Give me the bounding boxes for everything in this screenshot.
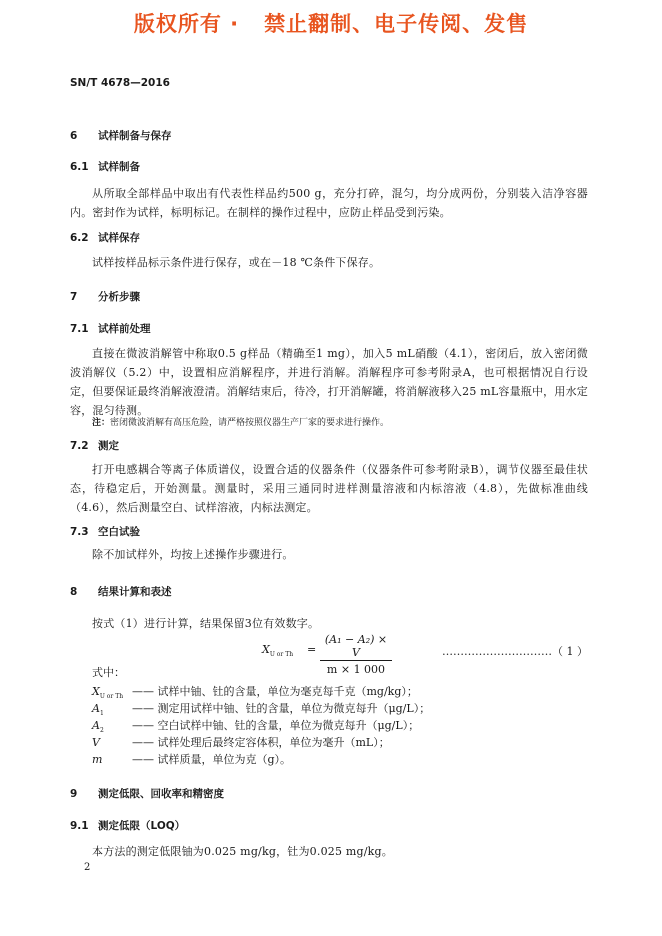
section-number: 8: [70, 586, 78, 598]
formula-leader-number: …………………………（ 1 ）: [442, 645, 588, 658]
formula-numerator: (A₁ − A₂) × V: [320, 633, 392, 661]
variable-row: $A_1$ —— 测定用试样中铀、钍的含量，单位为微克每升（μg/L）；: [92, 702, 431, 718]
section-title: 分析步骤: [98, 291, 140, 303]
section-7-1-note: [92, 415, 389, 428]
section-title: 试样前处理: [98, 323, 151, 335]
section-title: 测定低限、回收率和精密度: [98, 788, 224, 800]
section-7-heading: [70, 289, 140, 304]
section-7-3-heading: [70, 524, 140, 539]
section-9-1-text: 本方法的测定低限铀为0.025 mg/kg，钍为0.025 mg/kg。: [92, 845, 393, 858]
section-9-heading: [70, 786, 224, 801]
section-8-text: 按式（1）进行计算，结果保留3位有效数字。: [92, 617, 320, 630]
page-number: 2: [84, 862, 91, 873]
section-9-1-heading: [70, 818, 185, 833]
section-number: 6.1: [70, 161, 89, 173]
formula-fraction: [320, 633, 392, 676]
section-number: 9.1: [70, 820, 89, 832]
section-number: 7.2: [70, 440, 89, 452]
section-6-1-text: 从所取全部样品中取出有代表性样品约500 g，充分打碎，混匀，均分成两份，分别装入洁净容器内。密封作为试样，标明标记。在制样的操作过程中，应防止样品受到污染。: [70, 187, 588, 219]
standard-code: SN/T 4678—2016: [70, 77, 170, 89]
section-number: 6: [70, 130, 78, 142]
section-6-2-text: 试样按样品标示条件进行保存，或在－18 ℃条件下保存。: [92, 256, 381, 269]
section-6-1-heading: [70, 159, 140, 174]
section-6-heading: [70, 128, 172, 143]
section-title: 结果计算和表述: [98, 586, 172, 598]
section-number: 7.3: [70, 526, 89, 538]
copyright-watermark: 版权所有 · 禁止翻制、电子传阅、发售: [133, 12, 529, 36]
variable-row: m —— 试样质量，单位为克（g）。: [92, 753, 292, 766]
section-8-heading: [70, 584, 172, 599]
note-label: 注：: [92, 418, 111, 428]
section-number: 7.1: [70, 323, 89, 335]
section-7-3-text: 除不加试样外，均按上述操作步骤进行。: [92, 548, 294, 561]
section-7-1-text: 直接在微波消解管中称取0.5 g样品（精确至1 mg），加入5 mL硝酸（4.1），密闭后，放入密闭微波消解仪（5.2）中，设置相应消解程序，并进行消解。消解程序可参考附录A，也可根据情况自行设定，但要保证最终消解液澄清。消解结束后，待冷，打开消解罐，将消解液移入25 mL容量瓶中，用水定容，混匀待测。: [70, 347, 588, 417]
section-title: 空白试验: [98, 526, 140, 538]
note-text: 密闭微波消解有高压危险，请严格按照仪器生产厂家的要求进行操作。: [110, 418, 390, 428]
section-7-1-heading: [70, 321, 151, 336]
variable-row: $A_2$ —— 空白试样中铀、钍的含量，单位为微克每升（μg/L）；: [92, 719, 420, 735]
formula-lhs: $X_{U or Th}$: [262, 643, 294, 659]
section-title: 测定: [98, 440, 119, 452]
section-6-2-heading: [70, 230, 140, 245]
formula-equals: =: [307, 643, 317, 656]
section-title: 测定低限（LOQ）: [98, 820, 186, 832]
section-title: 试样保存: [98, 232, 140, 244]
section-title: 试样制备与保存: [98, 130, 172, 142]
section-title: 试样制备: [98, 161, 140, 173]
formula-denominator: m × 1 000: [326, 663, 386, 676]
variable-row: $X_{U or Th}$ —— 试样中铀、钍的含量，单位为毫克每千克（mg/kg）；: [92, 685, 418, 701]
section-number: 9: [70, 788, 78, 800]
section-7-2-text: 打开电感耦合等离子体质谱仪，设置合适的仪器条件（仪器条件可参考附录B），调节仪器至最佳状态，待稳定后，开始测量。测量时，采用三通同时进样测量溶液和内标溶液（4.8），先做标准曲线（4.6），然后测量空白、试样溶液，内标法测定。: [70, 463, 588, 514]
section-number: 6.2: [70, 232, 89, 244]
variable-row: V —— 试样处理后最终定容体积，单位为毫升（mL）；: [92, 736, 390, 749]
variables-intro: 式中：: [92, 666, 125, 679]
section-7-2-heading: [70, 438, 119, 453]
section-number: 7: [70, 291, 78, 303]
